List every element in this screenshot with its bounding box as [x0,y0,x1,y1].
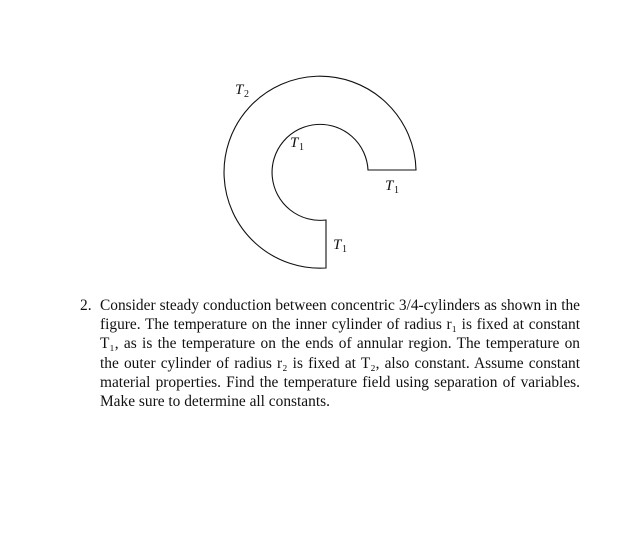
outer-label-main: T [235,82,244,98]
bottom-end-label [333,237,347,255]
right-end-label-sub: 1 [394,185,399,196]
outer-boundary-label [235,82,249,100]
problem-text: Consider steady conduction between concentric 3/4-cylinders as shown in the figure. The temperature on the inner cylinder of radius r₁ is fixed at constant T₁, as is the temperature on the ends of annular region. The temperature on the outer cylinder of radius r₂ is fixed at T₂, also constant. Assume constant material properties. Find the temperature field using separation of variables. Make sure to determine all constants. [100,297,580,411]
problem-statement [80,296,580,411]
inner-label-sub: 1 [299,142,304,153]
bottom-end-label-sub: 1 [342,244,347,255]
bottom-end-label-main: T [333,237,342,253]
inner-boundary-label [290,135,304,153]
right-end-label-main: T [385,178,394,194]
right-end-label [385,178,399,196]
outer-label-sub: 2 [244,89,249,100]
inner-label-main: T [290,135,299,151]
annulus-outline [224,76,416,268]
problem-number: 2. [80,297,92,314]
